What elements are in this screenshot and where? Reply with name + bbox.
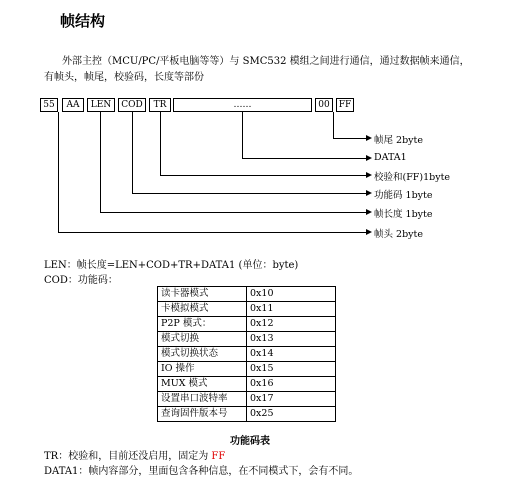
table-row xyxy=(158,362,336,377)
tail-connector-horizontal xyxy=(333,138,369,139)
len-arrow xyxy=(366,209,372,215)
data-connector-vertical xyxy=(242,112,243,158)
label-checksum: 校验和(FF)1byte xyxy=(374,172,451,183)
function-code-cell: 0x10 xyxy=(247,287,336,302)
function-name-cell: 模式切换状态 xyxy=(158,347,247,362)
header-connector-vertical xyxy=(58,112,59,232)
len-connector-horizontal xyxy=(100,212,369,213)
label-data1: DATA1 xyxy=(374,152,407,163)
function-name-cell: 模式切换 xyxy=(158,332,247,347)
label-header: 帧头 2byte xyxy=(374,229,423,240)
table-row xyxy=(158,377,336,392)
len-note: LEN：帧长度=LEN+COD+TR+DATA1 (单位：byte) xyxy=(44,260,299,271)
cod-note: COD：功能码： xyxy=(44,275,118,286)
function-code-table xyxy=(157,286,336,422)
table-row xyxy=(158,392,336,407)
table-row xyxy=(158,332,336,347)
frame-cell-data: …… xyxy=(173,98,312,112)
frame-cell-tail1: 00 xyxy=(315,98,333,112)
function-code-cell: 0x25 xyxy=(247,407,336,422)
function-name-cell: IO 操作 xyxy=(158,362,247,377)
tail-arrow xyxy=(366,135,372,141)
page-title: 帧结构 xyxy=(60,12,106,30)
table-row xyxy=(158,317,336,332)
tr-note-text: TR：校验和，目前还没启用，固定为 xyxy=(44,451,212,462)
function-name-cell: 读卡器模式 xyxy=(158,287,247,302)
table-row xyxy=(158,302,336,317)
table-caption: 功能码表 xyxy=(230,436,270,447)
function-code-cell: 0x14 xyxy=(247,347,336,362)
function-code-cell: 0x16 xyxy=(247,377,336,392)
data1-note: DATA1：帧内容部分，里面包含各种信息，在不同模式下，会有不同。 xyxy=(44,466,359,477)
tr-connector-horizontal xyxy=(160,175,369,176)
cod-connector-horizontal xyxy=(132,193,369,194)
function-name-cell: P2P 模式： xyxy=(158,317,247,332)
label-frame-length: 帧长度 1byte xyxy=(374,209,433,220)
header-connector-horizontal xyxy=(58,232,369,233)
tr-connector-vertical xyxy=(160,112,161,175)
function-code-cell: 0x17 xyxy=(247,392,336,407)
function-code-cell: 0x11 xyxy=(247,302,336,317)
frame-cell-header2: AA xyxy=(62,98,84,112)
frame-cell-cod: COD xyxy=(118,98,146,112)
frame-cell-header1: 55 xyxy=(40,98,58,112)
function-code-cell: 0x13 xyxy=(247,332,336,347)
cod-arrow xyxy=(366,190,372,196)
tail-connector-vertical xyxy=(333,112,334,138)
cod-connector-vertical xyxy=(132,112,133,193)
function-name-cell: 设置串口波特率 xyxy=(158,392,247,407)
len-connector-vertical xyxy=(100,112,101,212)
function-code-cell: 0x15 xyxy=(247,362,336,377)
data-arrow xyxy=(366,155,372,161)
frame-cell-tr: TR xyxy=(149,98,171,112)
function-name-cell: 卡模拟模式 xyxy=(158,302,247,317)
tr-note-value: FF xyxy=(211,451,226,462)
function-name-cell: 查询固件版本号 xyxy=(158,407,247,422)
table-row xyxy=(158,407,336,422)
table-row xyxy=(158,287,336,302)
function-code-cell: 0x12 xyxy=(247,317,336,332)
intro-line-1: 外部主控（MCU/PC/平板电脑等等）与 SMC532 模组之间进行通信，通过数据帧来通信， xyxy=(62,56,470,67)
frame-cell-tail2: FF xyxy=(336,98,354,112)
tr-note xyxy=(44,447,225,462)
label-tail: 帧尾 2byte xyxy=(374,135,423,146)
intro-line-2: 有帧头，帧尾，校验码，长度等部份 xyxy=(44,72,204,83)
table-row xyxy=(158,347,336,362)
data-connector-horizontal xyxy=(242,158,369,159)
header-arrow xyxy=(366,229,372,235)
label-function-code: 功能码 1byte xyxy=(374,190,433,201)
tr-arrow xyxy=(366,172,372,178)
function-name-cell: MUX 模式 xyxy=(158,377,247,392)
frame-cell-len: LEN xyxy=(87,98,115,112)
